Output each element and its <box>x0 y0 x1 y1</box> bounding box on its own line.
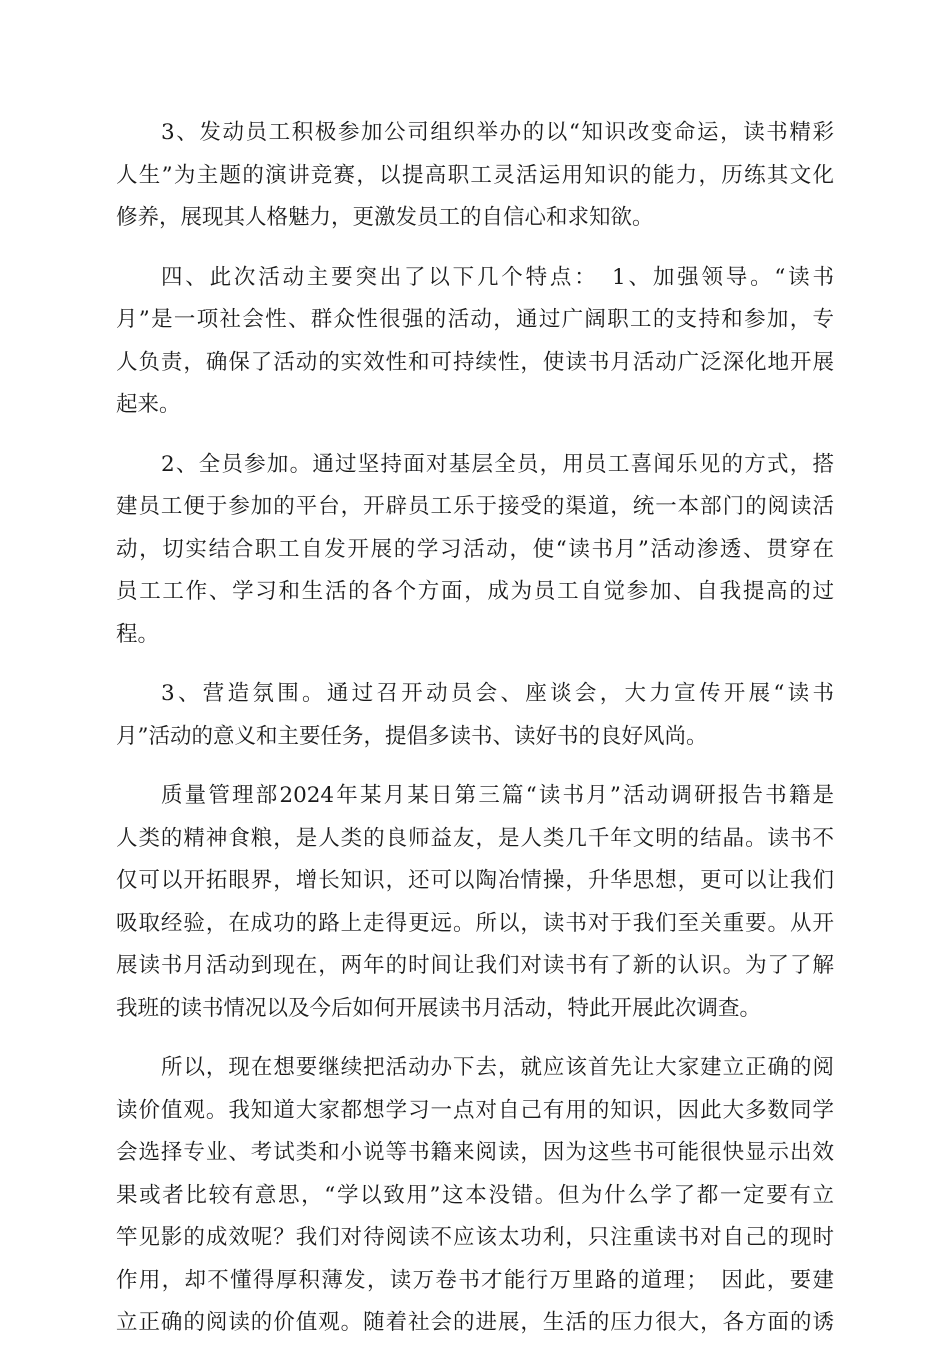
text-line: 人负责，确保了活动的实效性和可持续性，使读书月活动广泛深化地开展 <box>116 349 834 375</box>
text-line: 会选择专业、考试类和小说等书籍来阅读，因为这些书可能很快显示出效 <box>116 1140 834 1165</box>
document-body <box>116 112 834 1362</box>
text-line: 立正确的阅读的价值观。随着社会的进展，生活的压力很大，各方面的诱 <box>116 1310 834 1335</box>
text-line: 我班的读书情况以及今后如何开展读书月活动，特此开展此次调查。 <box>116 995 762 1021</box>
paragraph <box>116 1047 834 1345</box>
text-line: 人生”为主题的演讲竞赛，以提高职工灵活运用知识的能力，历练其文化 <box>116 162 834 188</box>
text-line: 人类的精神食粮，是人类的良师益友，是人类几千年文明的结晶。读书不 <box>116 825 834 851</box>
paragraph <box>116 444 834 657</box>
text-line: 程。 <box>116 621 160 647</box>
text-line: 3、发动员工积极参加公司组织举办的以“知识改变命运，读书精彩 <box>161 120 834 145</box>
text-line: 员工工作、学习和生活的各个方面，成为员工自觉参加、自我提高的过 <box>116 579 834 604</box>
text-line: 动，切实结合职工自发开展的学习活动，使“读书月”活动渗透、贯穿在 <box>116 536 834 562</box>
paragraph <box>116 775 834 1030</box>
text-line: 读价值观。我知道大家都想学习一点对自己有用的知识，因此大多数同学 <box>116 1097 834 1123</box>
text-line: 2、全员参加。通过坚持面对基层全员，用员工喜闻乐见的方式，搭 <box>161 451 834 477</box>
text-line: 起来。 <box>116 392 181 417</box>
text-line: 质量管理部2024年某月某日第三篇“读书月”活动调研报告书籍是 <box>161 783 834 808</box>
paragraph <box>116 257 834 427</box>
paragraph <box>116 112 834 240</box>
text-line: 3、营造氛围。通过召开动员会、座谈会，大力宣传开展“读书 <box>161 681 834 706</box>
text-line: 建员工便于参加的平台，开辟员工乐于接受的渠道，统一本部门的阅读活 <box>116 494 834 519</box>
text-line: 果或者比较有意思，“学以致用”这本没错。但为什么学了都一定要有立 <box>116 1182 834 1208</box>
text-line: 吸取经验，在成功的路上走得更远。所以，读书对于我们至关重要。从开 <box>116 910 834 936</box>
text-line: 仅可以开拓眼界，增长知识，还可以陶冶情操，升华思想，更可以让我们 <box>116 868 834 893</box>
text-line: 月”活动的意义和主要任务，提倡多读书、读好书的良好风尚。 <box>116 723 708 749</box>
text-line: 作用，却不懂得厚积薄发，读万卷书才能行万里路的道理； 因此，要建 <box>116 1267 834 1293</box>
text-line: 展读书月活动到现在，两年的时间让我们对读书有了新的认识。为了了解 <box>116 953 834 978</box>
text-line: 所以，现在想要继续把活动办下去，就应该首先让大家建立正确的阅 <box>161 1055 834 1080</box>
text-line: 修养，展现其人格魅力，更激发员工的自信心和求知欲。 <box>116 205 654 230</box>
text-line: 月”是一项社会性、群众性很强的活动，通过广阔职工的支持和参加，专 <box>116 307 834 332</box>
paragraph <box>116 673 834 758</box>
text-line: 竿见影的成效呢？我们对待阅读不应该太功利，只注重读书对自己的现时 <box>116 1225 834 1250</box>
text-line: 四、此次活动主要突出了以下几个特点： 1、加强领导。“读书 <box>161 264 834 290</box>
